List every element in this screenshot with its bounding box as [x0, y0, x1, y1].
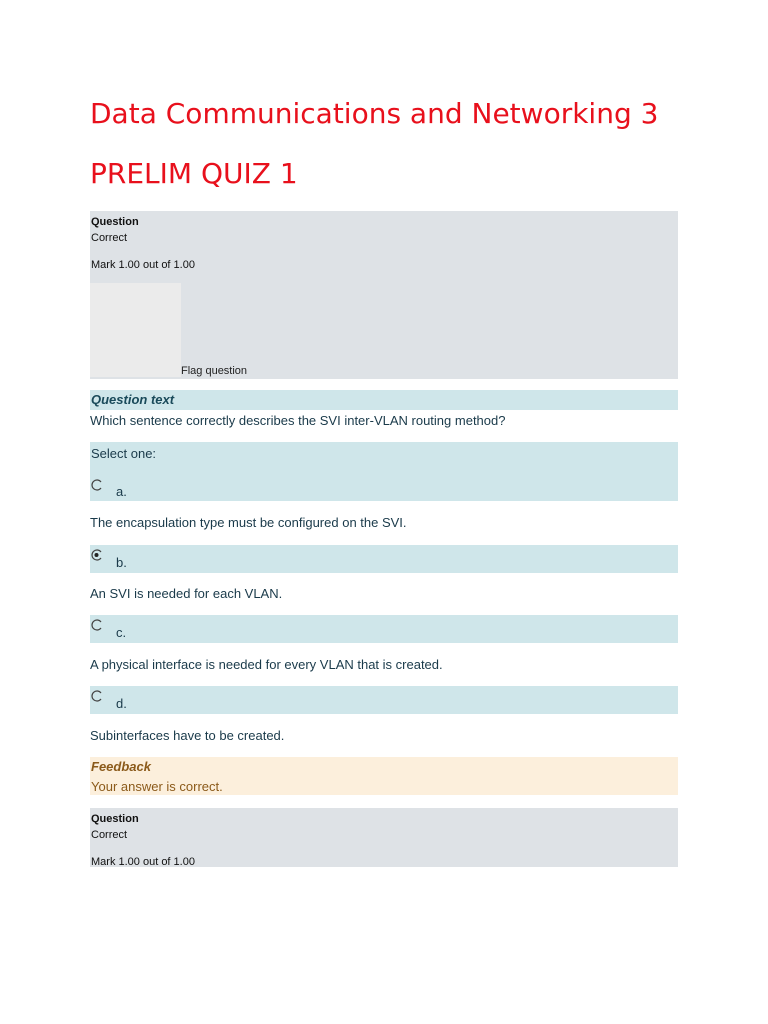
feedback-text: Your answer is correct. — [91, 779, 223, 794]
question-info-2 — [90, 808, 678, 867]
question-text-header — [90, 390, 678, 410]
select-one-band — [90, 442, 678, 501]
option-a-text[interactable]: The encapsulation type must be configured on the SVI. — [90, 515, 407, 530]
option-a-letter: a. — [116, 484, 127, 499]
option-d-band — [90, 686, 678, 714]
option-d-text[interactable]: Subinterfaces have to be created. — [90, 728, 285, 743]
option-c-text[interactable]: A physical interface is needed for every VLAN that is created. — [90, 657, 443, 672]
quiz-title: PRELIM QUIZ 1 — [90, 157, 298, 190]
question-state: Correct — [91, 232, 128, 244]
option-c-band — [90, 615, 678, 643]
question-text: Which sentence correctly describes the SVI inter-VLAN routing method? — [90, 413, 506, 428]
question-mark: Mark 1.00 out of 1.00 — [91, 259, 195, 271]
option-a-radio[interactable] — [90, 478, 104, 492]
question-label: Question — [91, 813, 139, 825]
question-mark: Mark 1.00 out of 1.00 — [91, 856, 195, 868]
option-b-radio[interactable] — [90, 548, 104, 562]
document-title: Data Communications and Networking 3 — [90, 97, 659, 130]
question-info — [90, 211, 678, 379]
option-c-letter: c. — [116, 625, 127, 640]
option-c-radio[interactable] — [90, 618, 104, 632]
question-text-heading: Question text — [91, 392, 175, 407]
option-d-letter: d. — [116, 696, 127, 711]
question-label: Question — [91, 216, 139, 228]
feedback-heading: Feedback — [91, 759, 151, 774]
select-one-label: Select one: — [91, 446, 157, 461]
option-d-radio[interactable] — [90, 689, 104, 703]
option-b-text[interactable]: An SVI is needed for each VLAN. — [90, 586, 283, 601]
option-b-letter: b. — [116, 555, 127, 570]
feedback-box — [90, 757, 678, 795]
option-b-band — [90, 545, 678, 573]
question-state: Correct — [91, 829, 128, 841]
flag-question-link[interactable]: Flag question — [181, 365, 248, 377]
flag-icon[interactable] — [90, 283, 181, 377]
